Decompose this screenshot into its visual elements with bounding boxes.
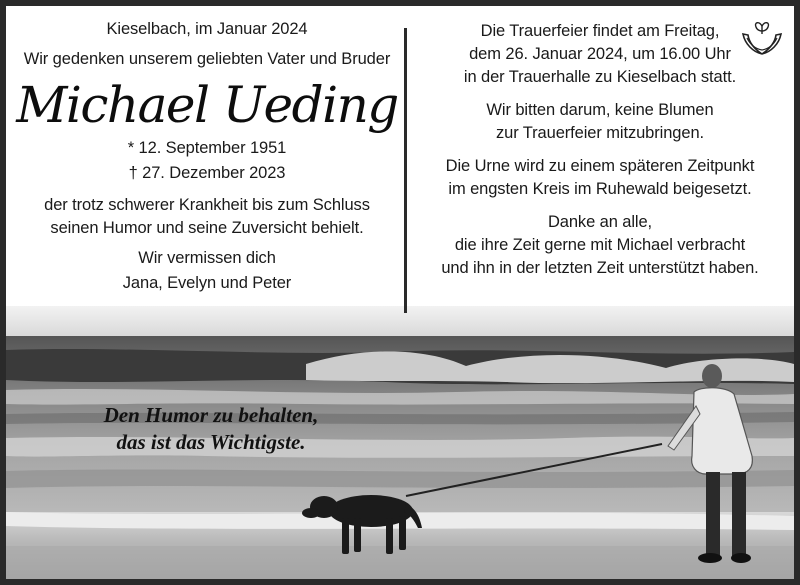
thanks-line: die ihre Zeit gerne mit Michael verbracht xyxy=(454,236,746,254)
flowers-line: zur Trauerfeier mitzubringen. xyxy=(495,124,705,142)
hands-with-butterfly-icon xyxy=(739,20,785,60)
tribute-line: der trotz schwerer Krankheit bis zum Schluss xyxy=(44,196,370,214)
birth-date: * 12. September 1951 xyxy=(127,139,287,157)
quote-line: Den Humor zu behalten, xyxy=(103,403,319,427)
thanks-line: und ihn in der letzten Zeit unterstützt haben. xyxy=(441,259,759,277)
signers: Jana, Evelyn und Peter xyxy=(122,274,292,292)
service-line: dem 26. Januar 2024, um 16.00 Uhr xyxy=(469,45,731,63)
service-line: in der Trauerhalle zu Kieselbach statt. xyxy=(463,68,737,86)
urn-line: im engsten Kreis im Ruhewald beigesetzt. xyxy=(448,180,752,198)
tribute-line: seinen Humor und seine Zuversicht behielt. xyxy=(50,219,364,237)
deceased-name: Michael Ueding xyxy=(16,76,398,134)
quote xyxy=(76,402,346,456)
intro-text: Wir gedenken unserem geliebten Vater und Bruder xyxy=(23,50,391,68)
quote-line: das ist das Wichtigste. xyxy=(116,430,306,454)
miss-line: Wir vermissen dich xyxy=(138,249,276,267)
left-column xyxy=(6,6,408,295)
urn-line: Die Urne wird zu einem späteren Zeitpunkt xyxy=(445,157,755,175)
flowers-line: Wir bitten darum, keine Blumen xyxy=(486,101,714,119)
right-column xyxy=(406,6,794,280)
thanks-line: Danke an alle, xyxy=(547,213,653,231)
place-date: Kieselbach, im Januar 2024 xyxy=(106,20,308,38)
service-line: Die Trauerfeier findet am Freitag, xyxy=(480,22,720,40)
death-date: † 27. Dezember 2023 xyxy=(128,164,286,182)
